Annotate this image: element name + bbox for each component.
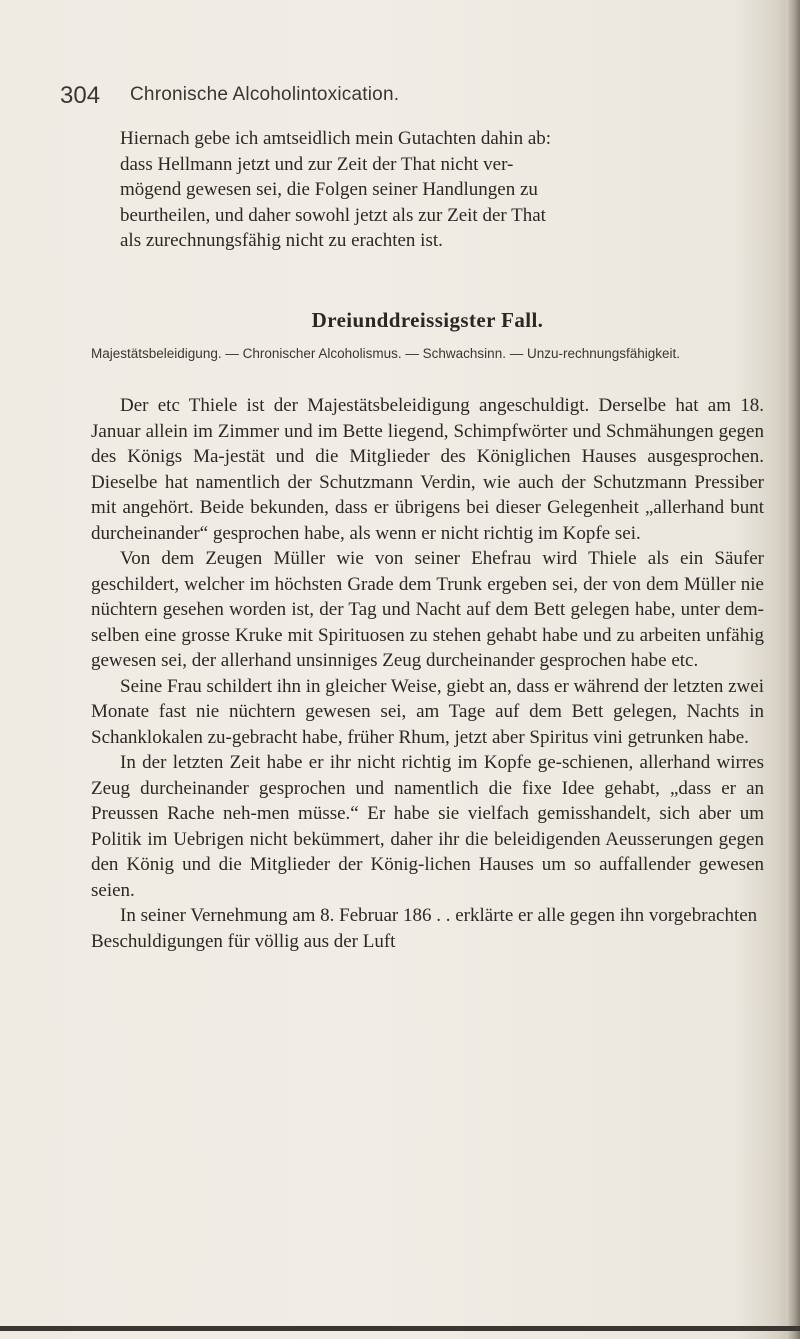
paragraph: Der etc Thiele ist der Majestätsbeleidigung angeschuldigt. Derselbe hat am 18. Januar allein im Zimmer und im Bette liegend, Schimpfwörter und Schmähungen gegen des Königs Ma-jestät und die Mitglieder des Königlichen Hauses ausgesprochen. Dieselbe hat namentlich der Schutzmann Verdin, wie auch der Schutzmann Pressiber mit angehört. Beide bekunden, dass er übrigens bei dieser Gelegenheit „allerhand bunt durcheinander“ gesprochen habe, als wenn er nicht richtig im Kopfe sei.	[91, 395, 764, 544]
intro-line: Hiernach gebe ich amtseidlich mein Gutachten dahin ab:	[120, 128, 552, 149]
page-edge	[786, 0, 800, 1339]
case-body	[91, 393, 764, 954]
intro-line: dass Hellmann jetzt und zur Zeit der That nicht ver-	[120, 153, 514, 175]
paragraph: Seine Frau schildert ihn in gleicher Weise, giebt an, dass er während der letzten zwei Monate fast nie nüchtern gewesen sei, am Tage auf dem Bett gelegen, Nachts in Schanklokalen zu-gebracht habe, früher Rhum, jetzt aber Spiritus vini getrunken habe.	[91, 675, 764, 748]
page-header	[60, 82, 760, 116]
case-summary: Majestätsbeleidigung. — Chronischer Alcoholismus. — Schwachsinn. — Unzu-rechnungsfähigkeit.	[91, 346, 681, 361]
intro-line: beurtheilen, und daher sowohl jetzt als zur Zeit der That	[120, 204, 546, 226]
case-heading: Dreiunddreissigster Fall.	[311, 308, 544, 332]
paragraph: In der letzten Zeit habe er ihr nicht richtig im Kopfe ge-schienen, allerhand wirres Zeug durcheinander gesprochen und namentlich die fixe Idee gehabt, „dass er an Preussen Rache neh-men müsse.“ Er habe sie vielfach gemisshandelt, sich aber um Politik im Uebrigen nicht bekümmert, daher ihr die beleidigenden Aeusserungen gegen den König und die Mitglieder der König-lichen Hauses um so auffallender gewesen seien.	[91, 752, 764, 901]
paragraph: In seiner Vernehmung am 8. Februar 186 . . erklärte er alle gegen ihn vorgebrachten Beschuldigungen für völlig aus der Luft	[91, 905, 758, 952]
intro-paragraph	[91, 126, 764, 254]
page-number: 304	[60, 82, 101, 109]
running-head: Chronische Alcoholintoxication.	[130, 84, 400, 105]
bottom-rule	[0, 1326, 800, 1331]
intro-line: als zurechnungsfähig nicht zu erachten ist.	[120, 230, 443, 251]
paragraph: Von dem Zeugen Müller wie von seiner Ehefrau wird Thiele als ein Säufer geschildert, welcher im höchsten Grade dem Trunk ergeben sei, der von dem Müller nie nüchtern gesehen worden ist, der Tag und Nacht auf dem Bett gelegen habe, unter dem-selben eine grosse Kruke mit Spirituosen zu stehen gehabt habe und zu arbeiten unfähig gewesen sei, der allerhand unsinniges Zeug durcheinander gesprochen habe etc.	[91, 548, 764, 671]
intro-line: mögend gewesen sei, die Folgen seiner Handlungen zu	[120, 179, 538, 200]
